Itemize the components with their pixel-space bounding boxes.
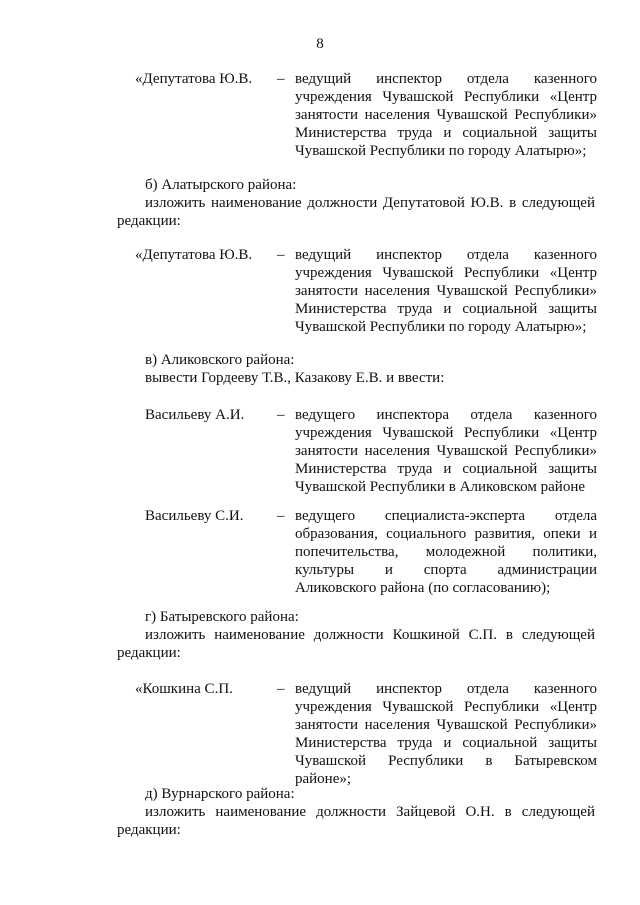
section-batyrevo-district	[117, 608, 595, 662]
person-entry-deputatova-1	[135, 70, 597, 160]
section-heading: д) Вурнарского района:	[145, 786, 295, 802]
section-body: изложить наименование должности Депутатовой Ю.В. в следующей редакции:	[117, 195, 595, 229]
section-alatyr-district	[117, 176, 595, 230]
section-alikovo-district	[117, 351, 595, 387]
position-description: ведущий инспектор отдела казенного учреждения Чувашской Республики «Центр занятости населения Чувашской Республики» Министерства труда и социальной защиты Чувашской Республики в Батыревском районе»;	[295, 681, 597, 787]
position-description: ведущий инспектор отдела казенного учреждения Чувашской Республики «Центр занятости населения Чувашской Республики» Министерства труда и социальной защиты Чувашской Республики по городу Алатырю»;	[295, 247, 597, 335]
section-heading: в) Аликовского района:	[145, 352, 295, 368]
position-description: ведущий инспектор отдела казенного учреждения Чувашской Республики «Центр занятости населения Чувашской Республики» Министерства труда и социальной защиты Чувашской Республики по городу Алатырю»;	[295, 71, 597, 159]
person-entry-vasilyeva-si	[145, 507, 597, 597]
dash-separator: –	[277, 681, 285, 697]
person-entry-vasilyeva-ai	[145, 406, 597, 496]
person-name: Васильеву А.И.	[145, 407, 245, 423]
section-vurnary-district	[117, 785, 595, 839]
person-name: Васильеву С.И.	[145, 508, 244, 524]
section-body: вывести Гордееву Т.В., Казакову Е.В. и ввести:	[145, 370, 445, 386]
section-body: изложить наименование должности Зайцевой О.Н. в следующей редакции:	[117, 804, 595, 838]
page-number: 8	[316, 36, 324, 52]
section-heading: б) Алатырского района:	[145, 177, 297, 193]
person-name: «Депутатова Ю.В.	[135, 71, 253, 87]
person-name: «Депутатова Ю.В.	[135, 247, 253, 263]
section-body: изложить наименование должности Кошкиной С.П. в следующей редакции:	[117, 627, 595, 661]
dash-separator: –	[277, 407, 285, 423]
dash-separator: –	[277, 508, 285, 524]
position-description: ведущего специалиста-эксперта отдела образования, социального развития, опеки и попечительства, молодежной политики, культуры и спорта администрации Аликовского района (по согласованию);	[295, 508, 597, 596]
person-entry-deputatova-2	[135, 246, 597, 336]
position-description: ведущего инспектора отдела казенного учреждения Чувашской Республики «Центр занятости населения Чувашской Республики» Министерства труда и социальной защиты Чувашской Республики в Аликовском районе	[295, 407, 597, 495]
dash-separator: –	[277, 71, 285, 87]
section-heading: г) Батыревского района:	[145, 609, 299, 625]
dash-separator: –	[277, 247, 285, 263]
person-name: «Кошкина С.П.	[135, 681, 233, 697]
person-entry-koshkina	[135, 680, 597, 788]
